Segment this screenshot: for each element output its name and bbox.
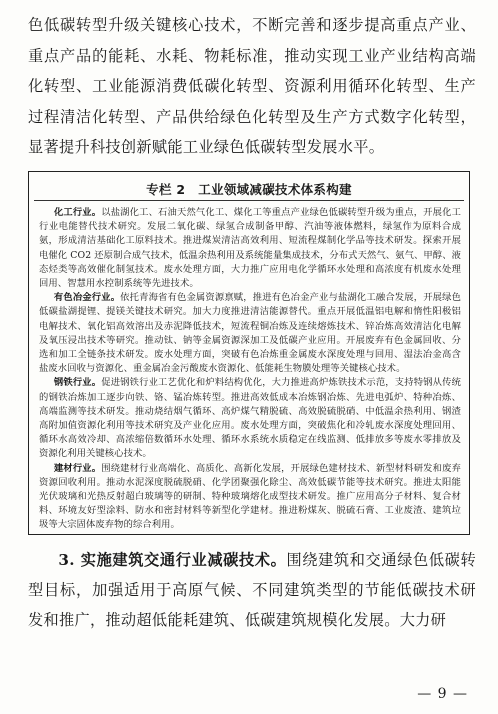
box-item-text: 促进钢铁行业工艺优化和炉料结构优化，大力推进高炉炼铁技术示范，支持特钢从传统的钢铁冶炼加工逐步向铁、铬、锰冶炼转型。推进高效低成本冶炼钢冶炼、先进电弧炉、特种冶炼、高端监测等技术研发。推动烧结烟气循环、高炉煤气精脱硫、高效脱硫脱硝、中低温余热利用、钢渣高附加值资源化利用等技术研究及产业化应用。废水处理方面，突破焦化和冷轧废水深度处理回用、循环水高效冷却、高浓缩倍数循环水处理、循环水系统水质稳定在线监测、低排放多等废水零排放及资源化利用关键核心技术。 [39,377,461,460]
box-item-chemical [39,206,461,291]
sidebar-box [28,171,470,535]
box-body [39,206,461,533]
box-item-text: 围绕建材行业高端化、高质化、高新化发展，开展绿色建材技术、新型材料研发和废弃资源回收利用。推动水泥深度脱硫脱硝、化学团聚强化除尘、高效低碳节能等技术研究。推进太阳能光伏玻璃和光热反射超白玻璃等的研制、特种玻璃熔化成型技术研发。推广应用高分子材料、复合材料、环境友好型涂料、防水和密封材料等新型化学建材。推进粉煤灰、脱硫石膏、工业废渣、建筑垃圾等大宗固体废弃物的综合利用。 [39,462,461,531]
box-item-head: 有色冶金行业。 [53,292,121,304]
box-title-divider [34,200,464,201]
section-paragraph [28,545,476,635]
section-heading: 3. 实施建筑交通行业减碳技术。 [58,551,287,569]
box-item-steel [39,376,461,461]
box-item-nonferrous [39,291,461,376]
box-item-head: 建材行业。 [53,462,102,474]
section-text: 围绕建筑和交通绿色低碳转型目标，加强适用于高原气候、不同建筑类型的节能低碳技术研发和推广，推动超低能耗建筑、低碳建筑规模化发展。大力研 [28,551,476,629]
box-item-text: 以盐湖化工、石油天然气化工、煤化工等重点产业绿色低碳转型升级为重点，开展化工行业电能替代技术研究。发展二氧化碳、绿氢合成制备甲醇、汽油等液体燃料，绿氢作为原料合成氨，形成清洁基础化工原料技术。推进煤炭清洁高效利用、短流程煤制化学品等技术研发。探索开展电催化 CO2 还原制合成气技术，低温余热利用及系统能量集成技术，分布式天然气、氨气、甲醇、液态烃类等高效催化制氢技术。废水处理方面，大力推广应用电化学循环水处理和高浓度有机废水处理回用、智慧用水控制系统等先进技术。 [39,207,461,290]
box-item-building-materials [39,462,461,533]
box-item-head: 化工行业。 [53,207,102,218]
box-item-text: 依托青海省有色金属资源禀赋，推进有色冶金产业与盐湖化工融合发展，开展绿色低碳盐湖提锂、提镁关键技术研究。加大力度推进清洁能源替代。重点开展低温铝电解和惰性阳极铝电解技术、氧化铝高效溶出及赤泥降低技术，短流程铜冶炼及连续熔炼技术、锌冶炼高效清洁化电解及氧压浸出技术等研究。推动钛、钠等金属资源深加工及低碳产业应用。开展废弃有色金属回收、分选和加工全链条技术研发。废水处理方面，突破有色冶炼重金属废水深度处理与回用、湿法冶金高含盐废水回收与资源化、重金属冶金污酸废水资源化、低能耗生物膜处理等关键核心技术。 [39,292,461,375]
lead-paragraph: 色低碳转型升级关键核心技术，不断完善和逐步提高重点产业、重点产品的能耗、水耗、物耗标准，推动实现工业产业结构高端化转型、工业能源消费低碳化转型、资源利用循环化转型、生产过程清洁化转型、产品供给绿色化转型及生产方式数字化转型，显著提升科技创新赋能工业绿色低碳转型发展水平。 [28,16,476,156]
page-number: — 9 — [417,686,468,702]
box-title: 专栏 2 工业领域减碳技术体系构建 [146,182,352,197]
box-item-head: 钢铁行业。 [53,377,102,389]
